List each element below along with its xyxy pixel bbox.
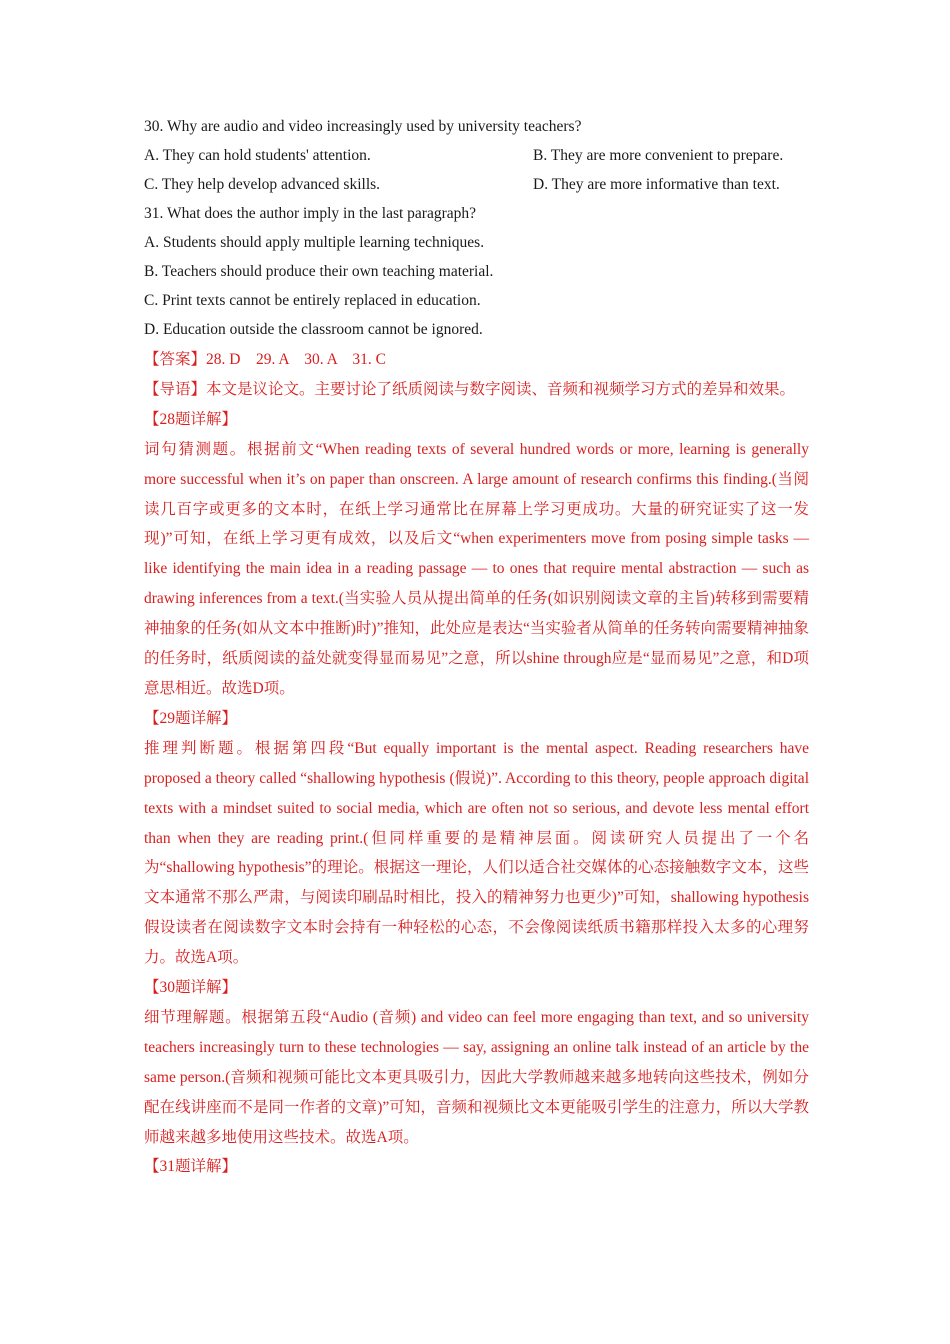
- question-31-option-b: B. Teachers should produce their own teaching material.: [144, 263, 494, 280]
- detail-31-heading: 【31题详解】: [144, 1158, 238, 1176]
- answer-text: 28. D 29. A 30. A 31. C: [206, 351, 387, 368]
- question-31-stem: 31. What does the author imply in the last paragraph?: [144, 205, 477, 222]
- answer-key: [144, 345, 809, 375]
- detail-29-text: 推理判断题。根据第四段“But equally important is the mental aspect. Reading researchers have proposed a theory called “shallowing hypothesis (假说)”. According to this theory, people approach digital texts with a mindset suited to social media, which are often not so serious, and devote less mental effort than when they are reading print.(但同样重要的是精神层面。阅读研究人员提出了一个名为“shallowing hypothesis”的理论。根据这一理论，人们以适合社交媒体的心态接触数字文本，这些文本通常不那么严肃，与阅读印刷品时相比，投入的精神努力也更少)”可知，shallowing hypothesis假设读者在阅读数字文本时会持有一种轻松的心态，不会像阅读纸质书籍那样投入太多的心理努力。故选A项。: [144, 739, 809, 967]
- detail-28-heading: 【28题详解】: [144, 410, 238, 428]
- question-30-options-row-2: [144, 170, 809, 199]
- question-31-option-d: D. Education outside the classroom cannot be ignored.: [144, 321, 483, 338]
- question-30-option-a: A. They can hold students' attention.: [144, 147, 371, 164]
- question-30-option-d: D. They are more informative than text.: [533, 176, 780, 193]
- intro-paragraph: [144, 375, 809, 405]
- question-30-options-row-1: [144, 141, 809, 170]
- question-30-stem: 30. Why are audio and video increasingly used by university teachers?: [144, 118, 582, 135]
- question-30-option-c: C. They help develop advanced skills.: [144, 176, 381, 193]
- detail-30-text: 细节理解题。根据第五段“Audio (音频) and video can feel more engaging than text, and so university teachers increasingly turn to these technologies — say, assigning an online talk instead of an article by the same person.(音频和视频可能比文本更具吸引力，因此大学教师越来越多地转向这些技术，例如分配在线讲座而不是同一作者的文章)”可知，音频和视频比文本更能吸引学生的注意力，所以大学教师越来越多地使用这些技术。故选A项。: [144, 1008, 809, 1146]
- detail-30-heading: 【30题详解】: [144, 979, 238, 997]
- document-page: [144, 112, 809, 1182]
- detail-29-heading: 【29题详解】: [144, 709, 238, 727]
- question-30-option-b: B. They are more convenient to prepare.: [533, 147, 784, 164]
- detail-28-text: 词句猜测题。根据前文“When reading texts of several hundred words or more, learning is generally more successful when it’s on paper than onscreen. A large amount of research confirms this finding.(当阅读几百字或更多的文本时，在纸上学习通常比在屏幕上学习更成功。大量的研究证实了这一发现)”可知，在纸上学习更有成效，以及后文“when experimenters move from posing simple tasks — like identifying the main idea in a reading passage — to ones that require mental abstraction — such as drawing inferences from a text.(当实验人员从提出简单的任务(如识别阅读文章的主旨)转移到需要精神抽象的任务(如从文本中推断)时)”推知，此处应是表达“当实验者从简单的任务转向需要精神抽象的任务时，纸质阅读的益处就变得显而易见”之意，所以shine through应是“显而易见”之意，和D项意思相近。故选D项。: [144, 440, 809, 697]
- answer-label: 【答案】: [144, 351, 207, 368]
- question-31-option-a: A. Students should apply multiple learning techniques.: [144, 234, 485, 251]
- intro-text: 本文是议论文。主要讨论了纸质阅读与数字阅读、音频和视频学习方式的差异和效果。: [206, 380, 796, 398]
- intro-label: 【导语】: [144, 380, 207, 398]
- question-31-option-c: C. Print texts cannot be entirely replaced in education.: [144, 292, 481, 309]
